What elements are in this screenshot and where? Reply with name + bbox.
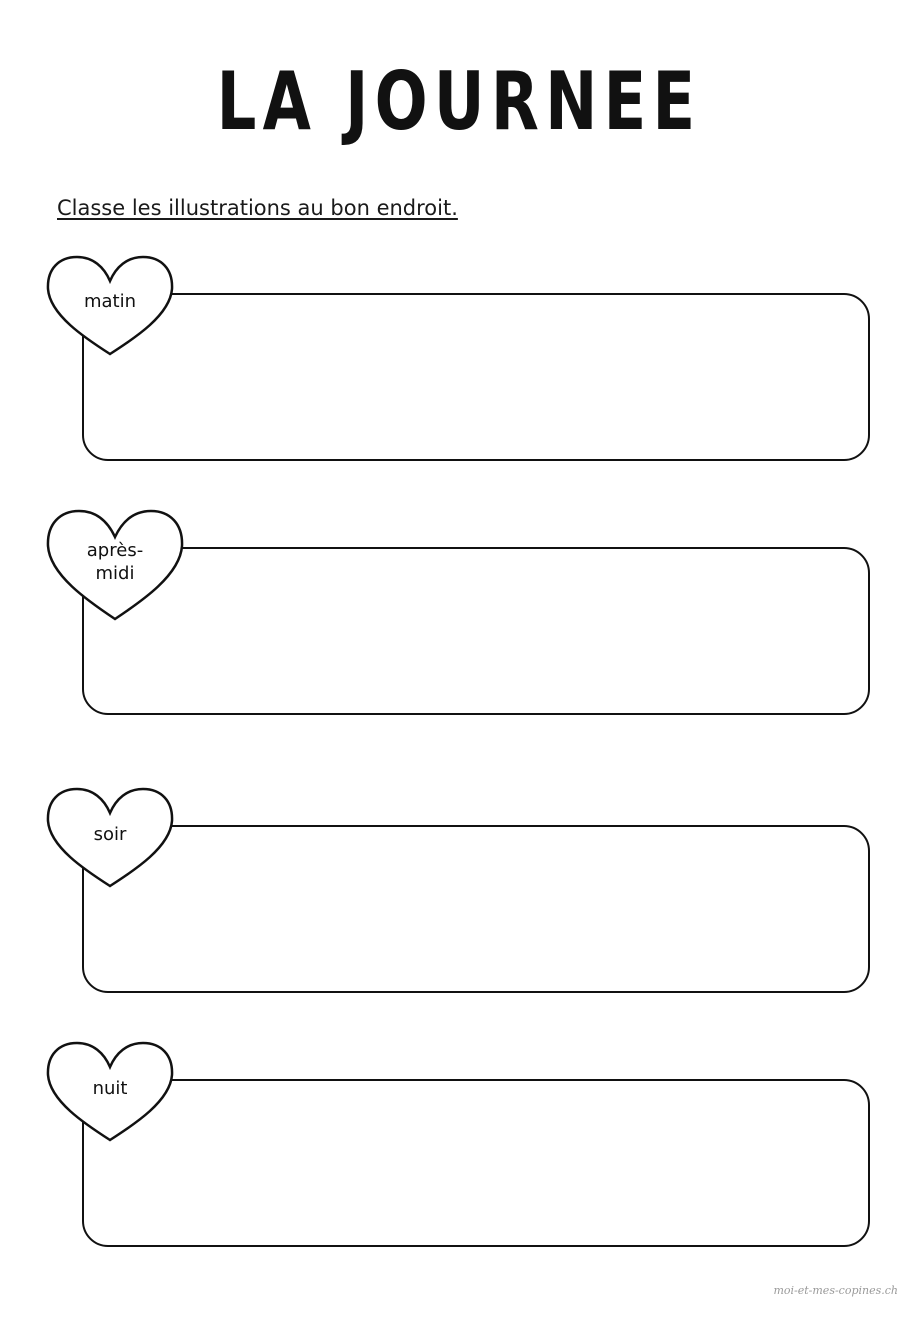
drop-zone-nuit[interactable] [82, 1079, 870, 1247]
heart-label-matin: matin [83, 291, 137, 312]
drop-zone-matin[interactable] [82, 293, 870, 461]
instruction-text: Classe les illustrations au bon endroit. [57, 196, 458, 220]
heart-label-nuit: nuit [92, 1078, 128, 1099]
footer-credit: moi-et-mes-copines.ch [773, 1284, 898, 1297]
drop-zone-apres-midi[interactable] [82, 547, 870, 715]
heart-label-apres-midi [65, 539, 165, 585]
heart-label-line2: midi [95, 563, 135, 584]
heart-label-line1: après- [86, 540, 144, 561]
drop-zone-soir[interactable] [82, 825, 870, 993]
page-title: LA JOURNEE [216, 55, 702, 148]
heart-label-soir: soir [93, 824, 127, 845]
